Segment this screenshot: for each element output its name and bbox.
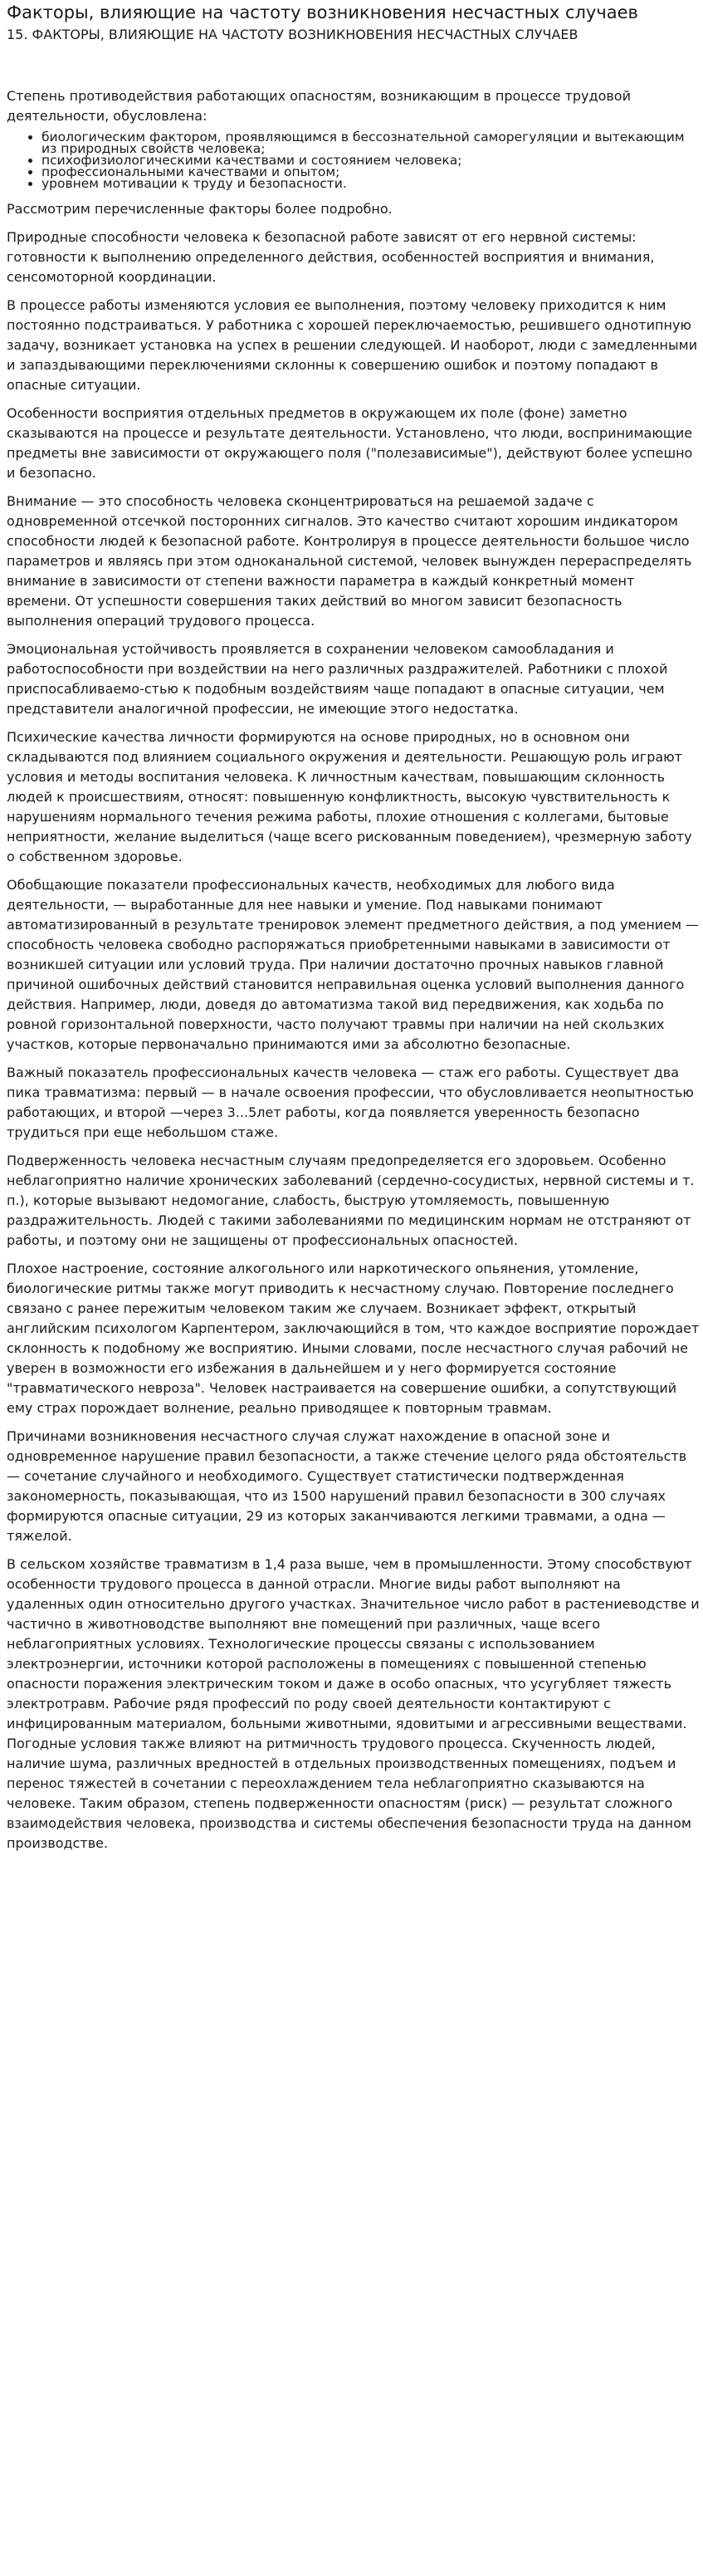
paragraph-natural-abilities: Природные способности человека к безопасной работе зависят от его нервной системы: готовности к выполнению определенного действия, особенностей восприятия и внимания, сенсомоторной координации. <box>7 229 655 285</box>
paragraph-overview: Рассмотрим перечисленные факторы более подробно. <box>7 201 393 217</box>
list-item: • уровнем мотивации к труду и безопасности. <box>41 178 701 189</box>
intro-paragraph: Степень противодействия работающих опасностям, возникающим в процессе трудовой деятельности, обусловлена: <box>7 88 631 124</box>
factors-list <box>7 131 701 189</box>
paragraph-experience: Важный показатель профессиональных качеств человека — стаж его работы. Существует два пика травматизма: первый — в начале освоения профессии, что обусловливается неопытностью работающих, и второй —через 3...5лет работы, когда появляется уверенность безопасно трудиться при еще небольшом стаже. <box>7 1065 694 1140</box>
list-item: • профессиональными качествами и опытом; <box>41 166 701 178</box>
paragraph-mood: Плохое настроение, состояние алкогольного или наркотического опьянения, утомление, биологические ритмы также могут приводить к несчастному случаю. Повторение последнего связано с ранее пережитым человеком таким же случаем. Возникает эффект, открытый английским психологом Карпентером, заключающийся в том, что каждое восприятие порождает склонность к подобному же восприятию. Иными словами, после несчастного случая рабочий не уверен в возможности его избежания в дальнейшем и у него формируется состояние "травматического невроза". Человек настраивается на совершение ошибки, а сопутствующий ему страх порождает волнение, реально приводящее к повторным травмам. <box>7 1261 700 1416</box>
section-heading: 15. ФАКТОРЫ, ВЛИЯЮЩИЕ НА ЧАСТОТУ ВОЗНИКНОВЕНИЯ НЕСЧАСТНЫХ СЛУЧАЕВ <box>7 27 579 42</box>
paragraph-emotional-stability: Эмоциональная устойчивость проявляется в сохранении человеком самообладания и работоспособности при воздействии на него различных раздражителей. Работники с плохой приспосабливаемо-стью к подобным воздействиям чаще попадают в опасные ситуации, чем представители аналогичной профессии, не имеющие этого недостатка. <box>7 641 668 717</box>
list-item: • психофизиологическими качествами и состоянием человека; <box>41 154 701 166</box>
document-page <box>0 2 701 1854</box>
page-title: Факторы, влияющие на частоту возникновения несчастных случаев <box>7 2 638 22</box>
paragraph-switching: В процессе работы изменяются условия ее выполнения, поэтому человеку приходится к ним постоянно подстраиваться. У работника с хорошей переключаемостью, решившего однотипную задачу, возникает установка на успех в решении следующей. И наоборот, люди с замедленными и запаздывающими переключениями склонны к совершению ошибок и поэтому попадают в опасные ситуации. <box>7 297 698 393</box>
paragraph-skills: Обобщающие показатели профессиональных качеств, необходимых для любого вида деятельности, — выработанные для нее навыки и умение. Под навыками понимают автоматизированный в результате тренировок элемент предметного действия, а под умением — способность человека свободно распоряжаться приобретенными навыками в зависимости от возникшей ситуации или условий труда. При наличии достаточно прочных навыков главной причиной ошибочных действий становится неправильная оценка условий выполнения данного действия. Например, люди, доведя до автоматизма такой вид передвижения, как ходьба по ровной горизонтальной поверхности, часто получают травмы при наличии на ней скользких участков, которые первоначально принимаются ими за абсолютно безопасные. <box>7 877 700 1052</box>
paragraph-personality: Психические качества личности формируются на основе природных, но в основном они складываются под влиянием социального окружения и деятельности. Решающую роль играют условия и методы воспитания человека. К личностным качествам, повышающим склонность людей к происшествиям, относят: повышенную конфликтность, высокую чувствительность к нарушениям нормального течения режима работы, плохие отношения с коллегами, бытовые неприятности, желание выделиться (чаще всего рискованным поведением), чрезмерную заботу о собственном здоровье. <box>7 729 692 864</box>
paragraph-health: Подверженность человека несчастным случаям предопределяется его здоровьем. Особенно неблагоприятно наличие хронических заболеваний (сердечно-сосудистых, нервной системы и т. п.), которые вызывают недомогание, слабость, быструю утомляемость, повышенную раздражительность. Людей с такими заболеваниями по медицинским нормам не отстраняют от работы, и поэтому они не защищены от профессиональных опасностей. <box>7 1153 695 1248</box>
list-item: • биологическим фактором, проявляющимся в бессознательной саморегуляции и вытекающим из природных свойств человека; <box>41 131 701 154</box>
paragraph-causes: Причинами возникновения несчастного случая служат нахождение в опасной зоне и одновременное нарушение правил безопасности, а также стечение целого ряда обстоятельств — сочетание случайного и необходимого. Существует статистически подтвержденная закономерность, показывающая, что из 1500 нарушений правил безопасности в 300 случаях формируются опасные ситуации, 29 из которых заканчиваются легкими травмами, а одна — тяжелой. <box>7 1428 687 1544</box>
paragraph-agriculture: В сельском хозяйстве травматизм в 1,4 раза выше, чем в промышленности. Этому способствуют особенности трудового процесса в данной отрасли. Многие виды работ выполняют на удаленных один относительно другого участках. Значительное число работ в растениеводстве и частично в животноводстве выполняют вне помещений при различных, чаще всего неблагоприятных условиях. Технологические процессы связаны с использованием электроэнергии, источники которой расположены в помещениях с повышенной степенью опасности поражения электрическим током и даже в особо опасных, что усугубляет тяжесть электротравм. Рабочие рядя профессий по роду своей деятельности контактируют с инфицированным материалом, больными животными, ядовитыми и агрессивными веществами. Погодные условия также влияют на ритмичность трудового процесса. Скученность людей, наличие шума, различных вредностей в отдельных производственных помещениях, подъем и перенос тяжестей в сочетании с переохлаждением тела неблагоприятно сказываются на человеке. Таким образом, степень подверженности опасностям (риск) — результат сложного взаимодействия человека, производства и системы обеспечения безопасности труда на данном производстве. <box>7 1556 700 1851</box>
paragraph-attention: Внимание — это способность человека сконцентрироваться на решаемой задаче с одновременной отсечкой посторонних сигналов. Это качество считают хорошим индикатором способности людей к безопасной работе. Контролируя в процессе деятельности большое число параметров и являясь при этом одноканальной системой, человек вынужден перераспределять внимание в зависимости от степени важности параметра в каждый конкретный момент времени. От успешности совершения таких действий во многом зависит безопасность выполнения операций трудового процесса. <box>7 493 692 629</box>
paragraph-perception: Особенности восприятия отдельных предметов в окружающем их поле (фоне) заметно сказываются на процессе и результате деятельности. Установлено, что люди, воспринимающие предметы вне зависимости от окружающего поля ("полезависимые"), действуют более успешно и безопасно. <box>7 405 693 481</box>
